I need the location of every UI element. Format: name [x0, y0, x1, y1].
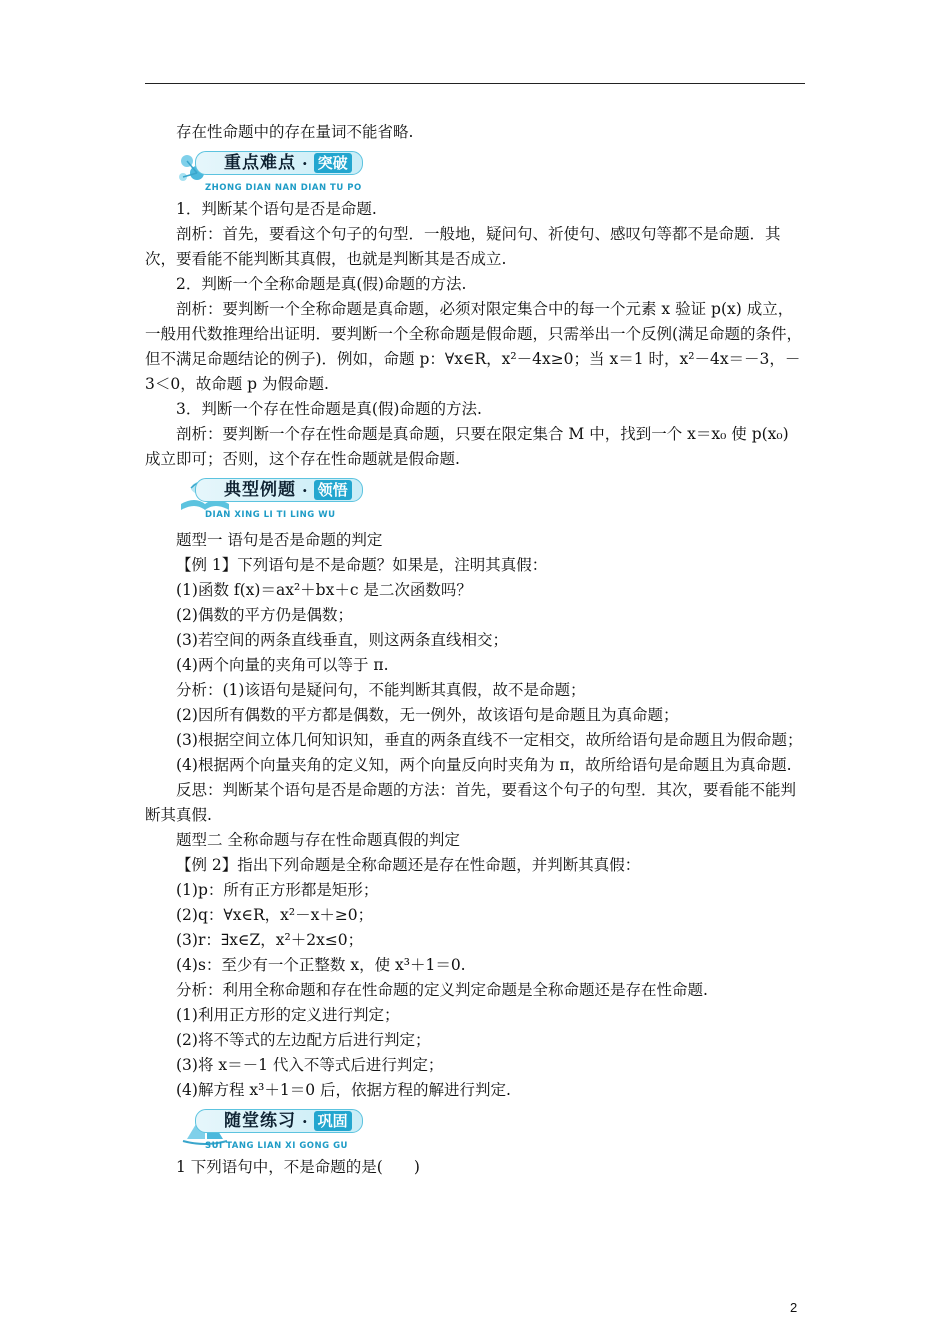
banner-title: 典型例题: [224, 479, 296, 500]
banner-title: 随堂练习: [224, 1110, 296, 1131]
paragraph: (2)将不等式的左边配方后进行判定；: [176, 1031, 431, 1049]
paragraph: 剖析：首先，要看这个句子的句型．一般地，疑问句、祈使句、感叹句等都不是命题．其次，要看能不能判断其真假，也就是判断其是否成立.: [145, 225, 781, 268]
header-rule: [145, 83, 805, 84]
paragraph: (1)p：所有正方形都是矩形；: [176, 881, 379, 899]
paragraph: 分析：利用全称命题和存在性命题的定义判定命题是全称命题还是存在性命题.: [176, 981, 708, 999]
paragraph: (1)函数 f(x)＝ax²＋bx＋c 是二次函数吗？: [176, 581, 472, 599]
document-body: [145, 120, 805, 1180]
paragraph: (4)解方程 x³＋1＝0 后，依据方程的解进行判定.: [176, 1081, 511, 1099]
banner-dot: ·: [302, 1111, 308, 1131]
intro-text: 存在性命题中的存在量词不能省略.: [176, 123, 414, 141]
banner-accent: 巩固: [314, 1111, 352, 1131]
banner-accent: 领悟: [314, 480, 352, 500]
banner-classroom-practice: [175, 1105, 805, 1151]
paragraph: (2)q：∀x∈R，x²－x＋≥0；: [176, 906, 374, 924]
paragraph: (3)根据空间立体几何知识知，垂直的两条直线不一定相交，故所给语句是命题且为假命题；: [176, 731, 803, 749]
paragraph: (4)两个向量的夹角可以等于 π.: [176, 656, 389, 674]
banner-title: 重点难点: [224, 152, 296, 173]
paragraph: 3．判断一个存在性命题是真(假)命题的方法.: [176, 400, 482, 418]
banner-typical-examples: [175, 474, 805, 520]
banner-dot: ·: [302, 480, 308, 500]
page-number: 2: [790, 1300, 798, 1315]
paragraph: (2)因所有偶数的平方都是偶数，无一例外，故该语句是命题且为真命题；: [176, 706, 679, 724]
paragraph: (1)利用正方形的定义进行判定；: [176, 1006, 400, 1024]
banner-accent: 突破: [314, 153, 352, 173]
banner-pinyin: SUI TANG LIAN XI GONG GU: [205, 1141, 348, 1151]
paragraph: 2．判断一个全称命题是真(假)命题的方法.: [176, 275, 467, 293]
banner-key-difficulties: [175, 147, 805, 193]
subheading: 题型一 语句是否是命题的判定: [176, 531, 383, 549]
paragraph: 剖析：要判断一个存在性命题是真命题，只要在限定集合 M 中，找到一个 x＝x₀ 使 p(x₀) 成立即可；否则，这个存在性命题就是假命题.: [145, 425, 789, 468]
paragraph: (3)r：∃x∈Z，x²＋2x≤0；: [176, 931, 364, 949]
paragraph: (3)若空间的两条直线垂直，则这两条直线相交；: [176, 631, 508, 649]
banner-dot: ·: [302, 153, 308, 173]
banner-strip: [195, 478, 363, 502]
example-title: 【例 1】下列语句是不是命题？如果是，注明其真假：: [176, 556, 548, 574]
banner-pinyin: DIAN XING LI TI LING WU: [205, 510, 336, 520]
banner-strip: [195, 151, 363, 175]
banner-strip: [195, 1109, 363, 1133]
paragraph: 1．判断某个语句是否是命题.: [176, 200, 377, 218]
paragraph: 反思：判断某个语句是否是命题的方法：首先，要看这个句子的句型．其次，要看能不能判断其真假.: [145, 781, 797, 824]
subheading: 题型二 全称命题与存在性命题真假的判定: [176, 831, 460, 849]
paragraph: 剖析：要判断一个全称命题是真命题，必须对限定集合中的每一个元素 x 验证 p(x) 成立，一般用代数推理给出证明．要判断一个全称命题是假命题，只需举出一个反例(满足命题的条件，但不满足命题结论的例子)．例如，命题 p：∀x∈R，x²－4x≥0；当 x＝1 时，x²－4x＝－3，－3＜0，故命题 p 为假命题.: [145, 300, 803, 393]
paragraph: (2)偶数的平方仍是偶数；: [176, 606, 353, 624]
paragraph: 分析：(1)该语句是疑问句，不能判断其真假，故不是命题；: [176, 681, 586, 699]
example-title: 【例 2】指出下列命题是全称命题还是存在性命题，并判断其真假：: [176, 856, 641, 874]
paragraph: (4)s：至少有一个正整数 x，使 x³＋1＝0.: [176, 956, 466, 974]
exercise-question: 1 下列语句中，不是命题的是( ): [176, 1158, 420, 1176]
paragraph: (3)将 x＝－1 代入不等式后进行判定；: [176, 1056, 444, 1074]
banner-pinyin: ZHONG DIAN NAN DIAN TU PO: [205, 183, 362, 193]
paragraph: (4)根据两个向量夹角的定义知，两个向量反向时夹角为 π，故所给语句是命题且为真命题.: [176, 756, 792, 774]
